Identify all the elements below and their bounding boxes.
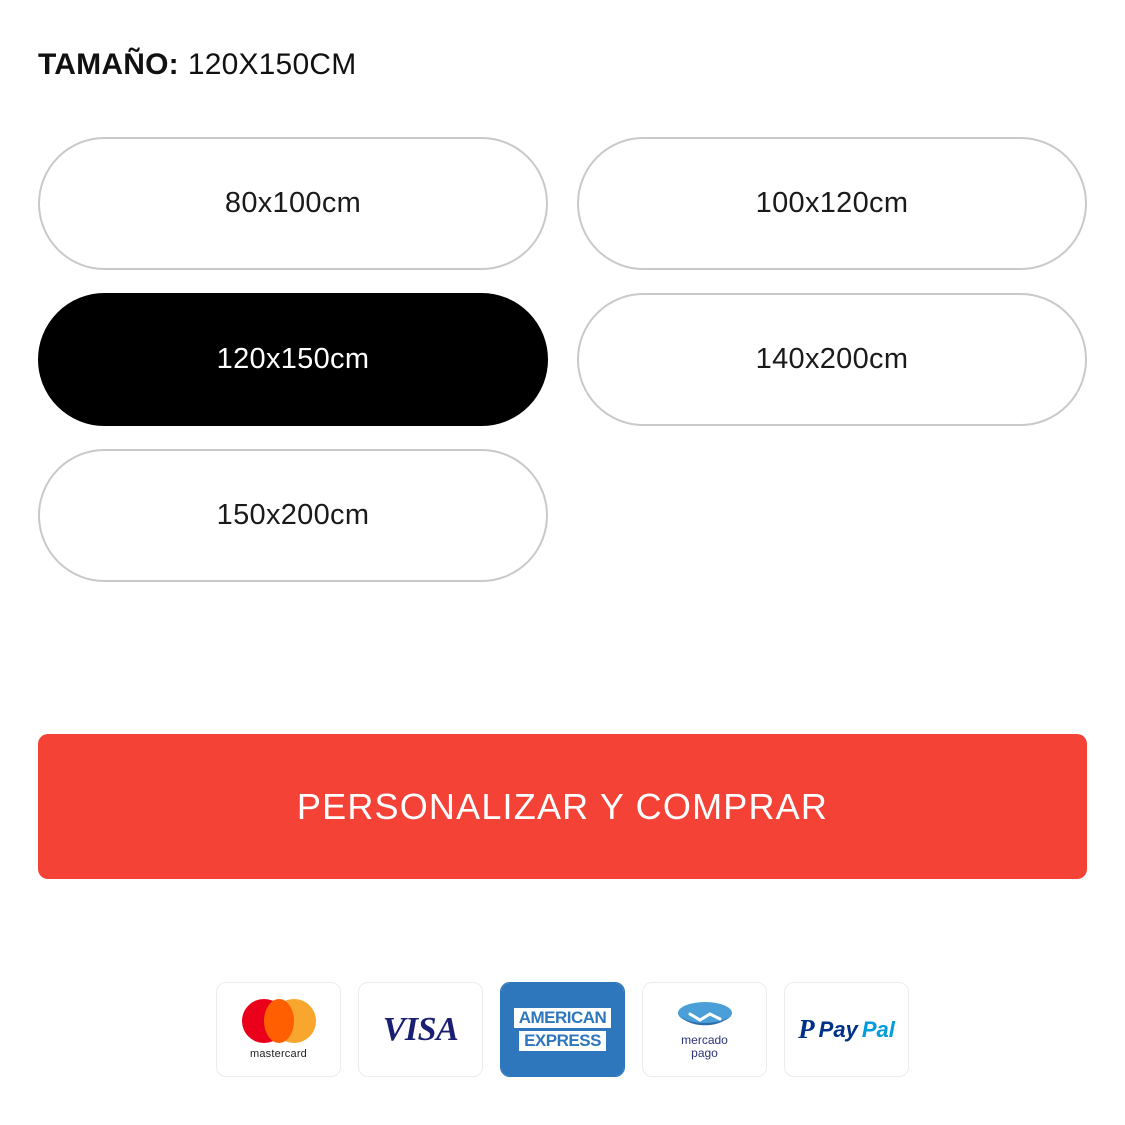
visa-icon: VISA: [382, 1010, 459, 1048]
size-option-140x200[interactable]: [577, 293, 1087, 426]
amex-line-2: EXPRESS: [519, 1031, 606, 1051]
amex-icon: [501, 983, 624, 1076]
size-label-text: TAMAÑO:: [38, 48, 179, 81]
size-option-label: 120x150cm: [216, 343, 370, 375]
handshake-icon: [676, 1000, 734, 1034]
cta-label: PERSONALIZAR Y COMPRAR: [296, 785, 829, 827]
size-option-120x150[interactable]: [38, 293, 548, 426]
mastercard-label: mastercard: [249, 1048, 308, 1060]
paypal-text-2: Pal: [861, 1016, 895, 1042]
payment-visa: [358, 982, 483, 1077]
size-options-grid: [38, 137, 1087, 582]
payment-mercado-pago: [642, 982, 767, 1077]
size-option-label: 150x200cm: [216, 499, 370, 531]
paypal-icon: [798, 1014, 895, 1045]
payment-paypal: [784, 982, 909, 1077]
size-option-100x120[interactable]: [577, 137, 1087, 270]
size-option-label: 140x200cm: [755, 343, 909, 375]
size-option-80x100[interactable]: [38, 137, 548, 270]
mercado-pago-line-1: mercado: [681, 1032, 728, 1047]
personalize-and-buy-button[interactable]: [38, 734, 1087, 879]
size-selected-value: 120X150CM: [187, 48, 357, 81]
payment-american-express: [500, 982, 625, 1077]
size-option-150x200[interactable]: [38, 449, 548, 582]
payment-mastercard: [216, 982, 341, 1077]
paypal-text-1: Pay: [818, 1016, 858, 1042]
size-option-label: 100x120cm: [755, 187, 909, 219]
size-label: [38, 48, 356, 82]
size-option-label: 80x100cm: [224, 187, 362, 219]
mastercard-icon: [242, 999, 316, 1043]
amex-line-1: AMERICAN: [514, 1008, 612, 1028]
paypal-mark: P: [798, 1014, 815, 1044]
payment-methods: [0, 982, 1125, 1077]
mercado-pago-line-2: pago: [691, 1045, 718, 1060]
